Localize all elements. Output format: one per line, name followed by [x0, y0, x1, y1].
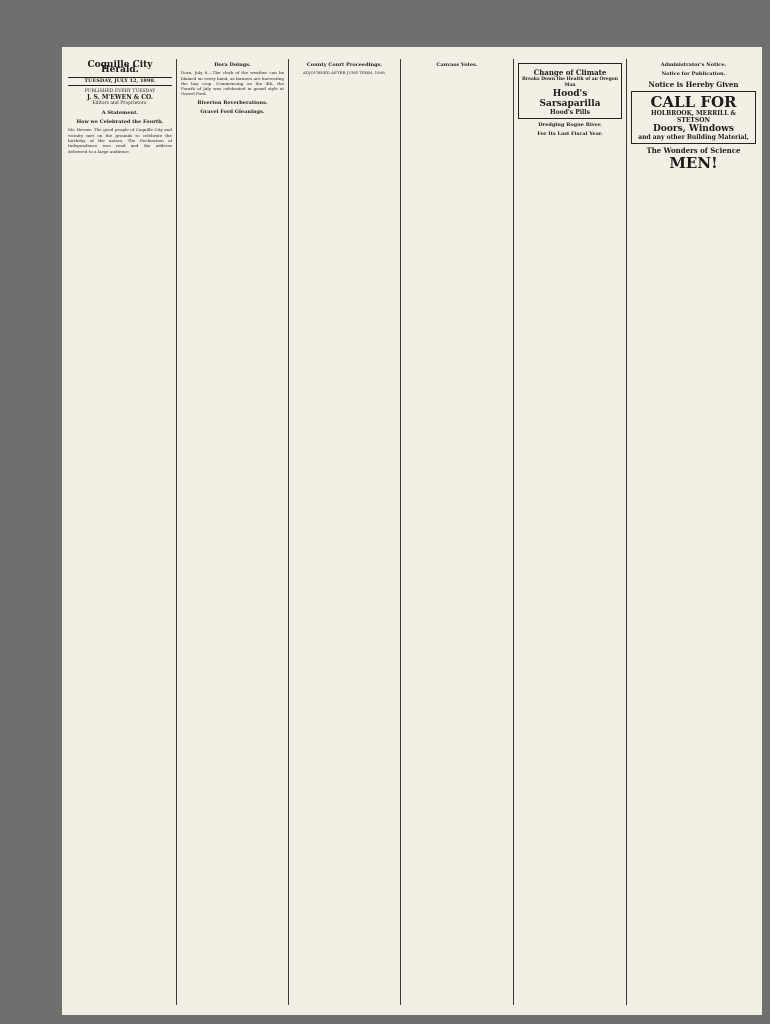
call-for-names: HOLBROOK, MERRILL & STETSON — [651, 109, 736, 124]
building-material: and any other Building Material, — [638, 133, 749, 141]
column-1 — [68, 59, 172, 1007]
column-rule — [513, 59, 514, 1005]
masthead-role: Editors and Proprietors. — [92, 101, 148, 107]
heading-county-court: County Court Proceedings. — [306, 62, 383, 68]
heading-riverton: Riverton Reverberations. — [197, 99, 268, 106]
column-5 — [518, 59, 622, 1007]
heading-fourth: How we Celebrated the Fourth. — [76, 119, 164, 126]
call-for-ad — [631, 91, 756, 144]
men-headline: MEN! — [669, 154, 718, 173]
heading-notice-given: Notice is Hereby Given — [648, 79, 739, 89]
heading-wonders: The Wonders of Science — [646, 145, 741, 155]
climate-ad — [518, 63, 622, 119]
heading-climate: Change of Climate — [533, 68, 607, 77]
heading-statement: A Statement. — [101, 109, 139, 116]
column-rule — [626, 59, 627, 1005]
masthead-publishers: J. S. M'EWEN & CO. — [86, 94, 154, 102]
column-rule — [288, 59, 289, 1005]
masthead-date: TUESDAY, JULY 12, 1898. — [68, 77, 172, 86]
column-1-body — [68, 127, 172, 153]
masthead-published: PUBLISHED EVERY TUESDAY — [84, 88, 156, 94]
column-2-body — [181, 70, 284, 96]
heading-dredging: Dredging Rogue River. — [538, 121, 602, 128]
doors-windows: Doors, Windows — [653, 123, 734, 134]
column-3 — [293, 59, 396, 1007]
column-rule — [176, 59, 177, 1005]
column-2-text: Dora, July 8.—The clerk of the weather can be blamed on every hand, as farmers are harvesting the hay crop. Commencing on the 4th, the Fourth of July was celebrated in grand style at Gravel Ford. — [181, 70, 284, 97]
call-for-title: CALL FOR — [650, 92, 737, 111]
heading-canvass: Canvass Votes. — [436, 62, 478, 68]
heading-last-year: For Its Last Fiscal Year. — [537, 131, 603, 138]
column-2 — [181, 59, 284, 1007]
column-4 — [405, 59, 509, 1007]
heading-gravel-ford: Gravel Ford Gleanings. — [200, 109, 265, 116]
masthead-title: Coquille City Herald. — [87, 60, 153, 76]
hoods-sarsaparilla: Hood's Sarsaparilla — [539, 88, 601, 109]
heading-dora-doings: Dora Doings. — [214, 62, 251, 68]
column-rule — [400, 59, 401, 1005]
hoods-pills: Hood's Pills — [550, 108, 590, 116]
heading-admin-notice: Administrator's Notice. — [660, 62, 727, 68]
county-court-sub: ADJOURNED AFTER JUNE TERM, 1898. — [302, 70, 387, 76]
climate-sub: Breaks Down the Health of an Oregon Man — [521, 77, 619, 88]
newspaper-page — [62, 47, 762, 1015]
column-6 — [631, 59, 756, 1007]
heading-notice-publication: Notice for Publication. — [661, 71, 726, 78]
column-1-text: Mr. Hesser: The good people of Coquille City and vicinity met on the grounds to celebrate the birthday of the nation. The Declaration of Independence was read and the address delivered to a large audience. — [68, 127, 172, 154]
